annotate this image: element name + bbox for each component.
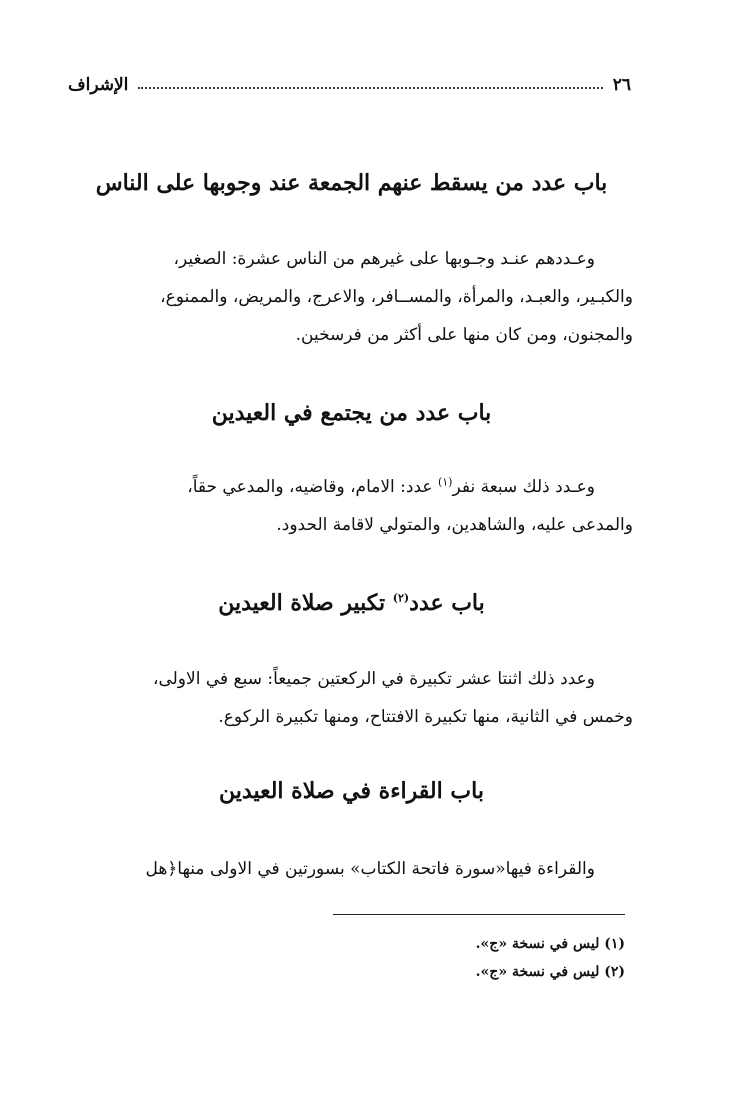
footnote-marker-1: (١) [437, 475, 453, 489]
paragraph-4 [66, 850, 633, 888]
footnote-2: (٢) ليس في نسخة «ج». [475, 964, 625, 980]
paragraph-line: والمدعى عليه، والشاهدين، والمتولي لاقامة الحدود. [276, 515, 633, 535]
page-number: ٢٦ [612, 75, 631, 95]
line-text: وعـدد ذلك سبعة نفر [452, 477, 595, 497]
paragraph-line: والمجنون، ومن كان منها على أكثر من فرسخين. [295, 325, 633, 345]
paragraph-3 [66, 660, 633, 736]
footnotes [300, 930, 625, 986]
paragraph-line [66, 468, 633, 506]
chapter-heading-3 [60, 586, 643, 620]
paragraph-line: وخمس في الثانية، منها تكبيرة الافتتاح، ومنها تكبيرة الركوع. [218, 707, 633, 727]
chapter-heading-2: باب عدد من يجتمع في العيدين [211, 400, 492, 426]
line-text: عدد: الامام، وقاضيه، والمدعي حقاً، [187, 477, 438, 497]
footnote-marker-2: (٢) [392, 591, 410, 605]
paragraph-line: وعـددهم عنـد وجـوبها على غيرهم من الناس عشرة: الصغير، [173, 249, 595, 269]
heading-text: تكبير صلاة العيدين [218, 590, 393, 616]
paragraph-1 [66, 240, 633, 354]
heading-text: باب عدد [409, 590, 485, 616]
paragraph-line: والقراءة فيها«سورة فاتحة الكتاب» بسورتين في الاولى منها﴿هل [145, 859, 595, 879]
dotted-leader [138, 87, 602, 89]
footnote-separator [333, 914, 625, 915]
running-header [68, 70, 631, 100]
footnote-1: (١) ليس في نسخة «ج». [475, 936, 625, 952]
running-title: الإشراف [68, 75, 129, 95]
chapter-heading-4: باب القراءة في صلاة العيدين [219, 778, 484, 804]
paragraph-line: وعدد ذلك اثنتا عشر تكبيرة في الركعتين جميعاً: سبع في الاولى، [152, 669, 595, 689]
paragraph-line: والكبـير، والعبـد، والمرأة، والمســافر، والاعرج، والمريض، والممنوع، [160, 287, 633, 307]
paragraph-2 [66, 468, 633, 544]
chapter-heading-1: باب عدد من يسقط عنهم الجمعة عند وجوبها على الناس [95, 170, 608, 196]
